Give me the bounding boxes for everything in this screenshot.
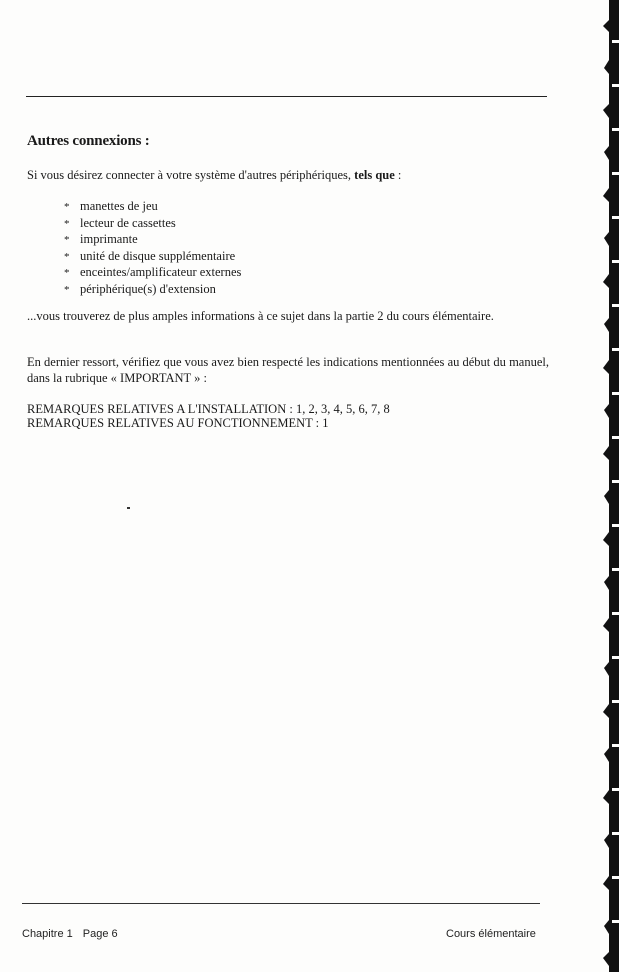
intro-emphasis: tels que [354,168,395,182]
list-item: * enceintes/amplificateur externes [64,265,241,282]
spiral-binding-edge [603,0,619,972]
footer-page-number: Page 6 [82,928,118,940]
top-divider [26,96,547,97]
remarks-block [27,402,390,430]
print-speck [127,507,130,509]
list-item: * unité de disque supplémentaire [64,249,241,266]
list-item: * lecteur de cassettes [64,216,241,233]
asterisk-bullet: * [64,283,70,296]
asterisk-bullet: * [64,267,70,279]
last-resort-paragraph: En dernier ressort, vérifiez que vous avez bien respecté les indications mentionnées au début du manuel, dans la rubrique « IMPORTANT » : [27,355,549,385]
bottom-divider [22,903,540,904]
operation-remarks: REMARQUES RELATIVES AU FONCTIONNEMENT : 1 [27,416,329,430]
asterisk-bullet: * [64,217,70,230]
more-info-paragraph: ...vous trouverez de plus amples informations à ce sujet dans la partie 2 du cours élémentaire. [27,309,494,323]
peripheral-list [64,199,241,298]
asterisk-bullet: * [64,250,70,263]
footer-course: Cours élémentaire [446,928,536,940]
footer-location [22,928,118,940]
asterisk-bullet: * [64,201,70,213]
section-heading: Autres connexions : [27,133,150,149]
intro-colon: : [394,168,402,182]
list-item: * imprimante [64,232,241,249]
list-item: * manettes de jeu [64,199,241,216]
intro-text: Si vous désirez connecter à votre système d'autres périphériques, [27,168,355,182]
footer-chapter: Chapitre 1 [22,928,73,940]
installation-remarks: REMARQUES RELATIVES A L'INSTALLATION : 1, 2, 3, 4, 5, 6, 7, 8 [27,402,390,416]
list-item: * périphérique(s) d'extension [64,282,241,299]
intro-sentence [27,168,401,183]
asterisk-bullet: * [64,234,70,246]
